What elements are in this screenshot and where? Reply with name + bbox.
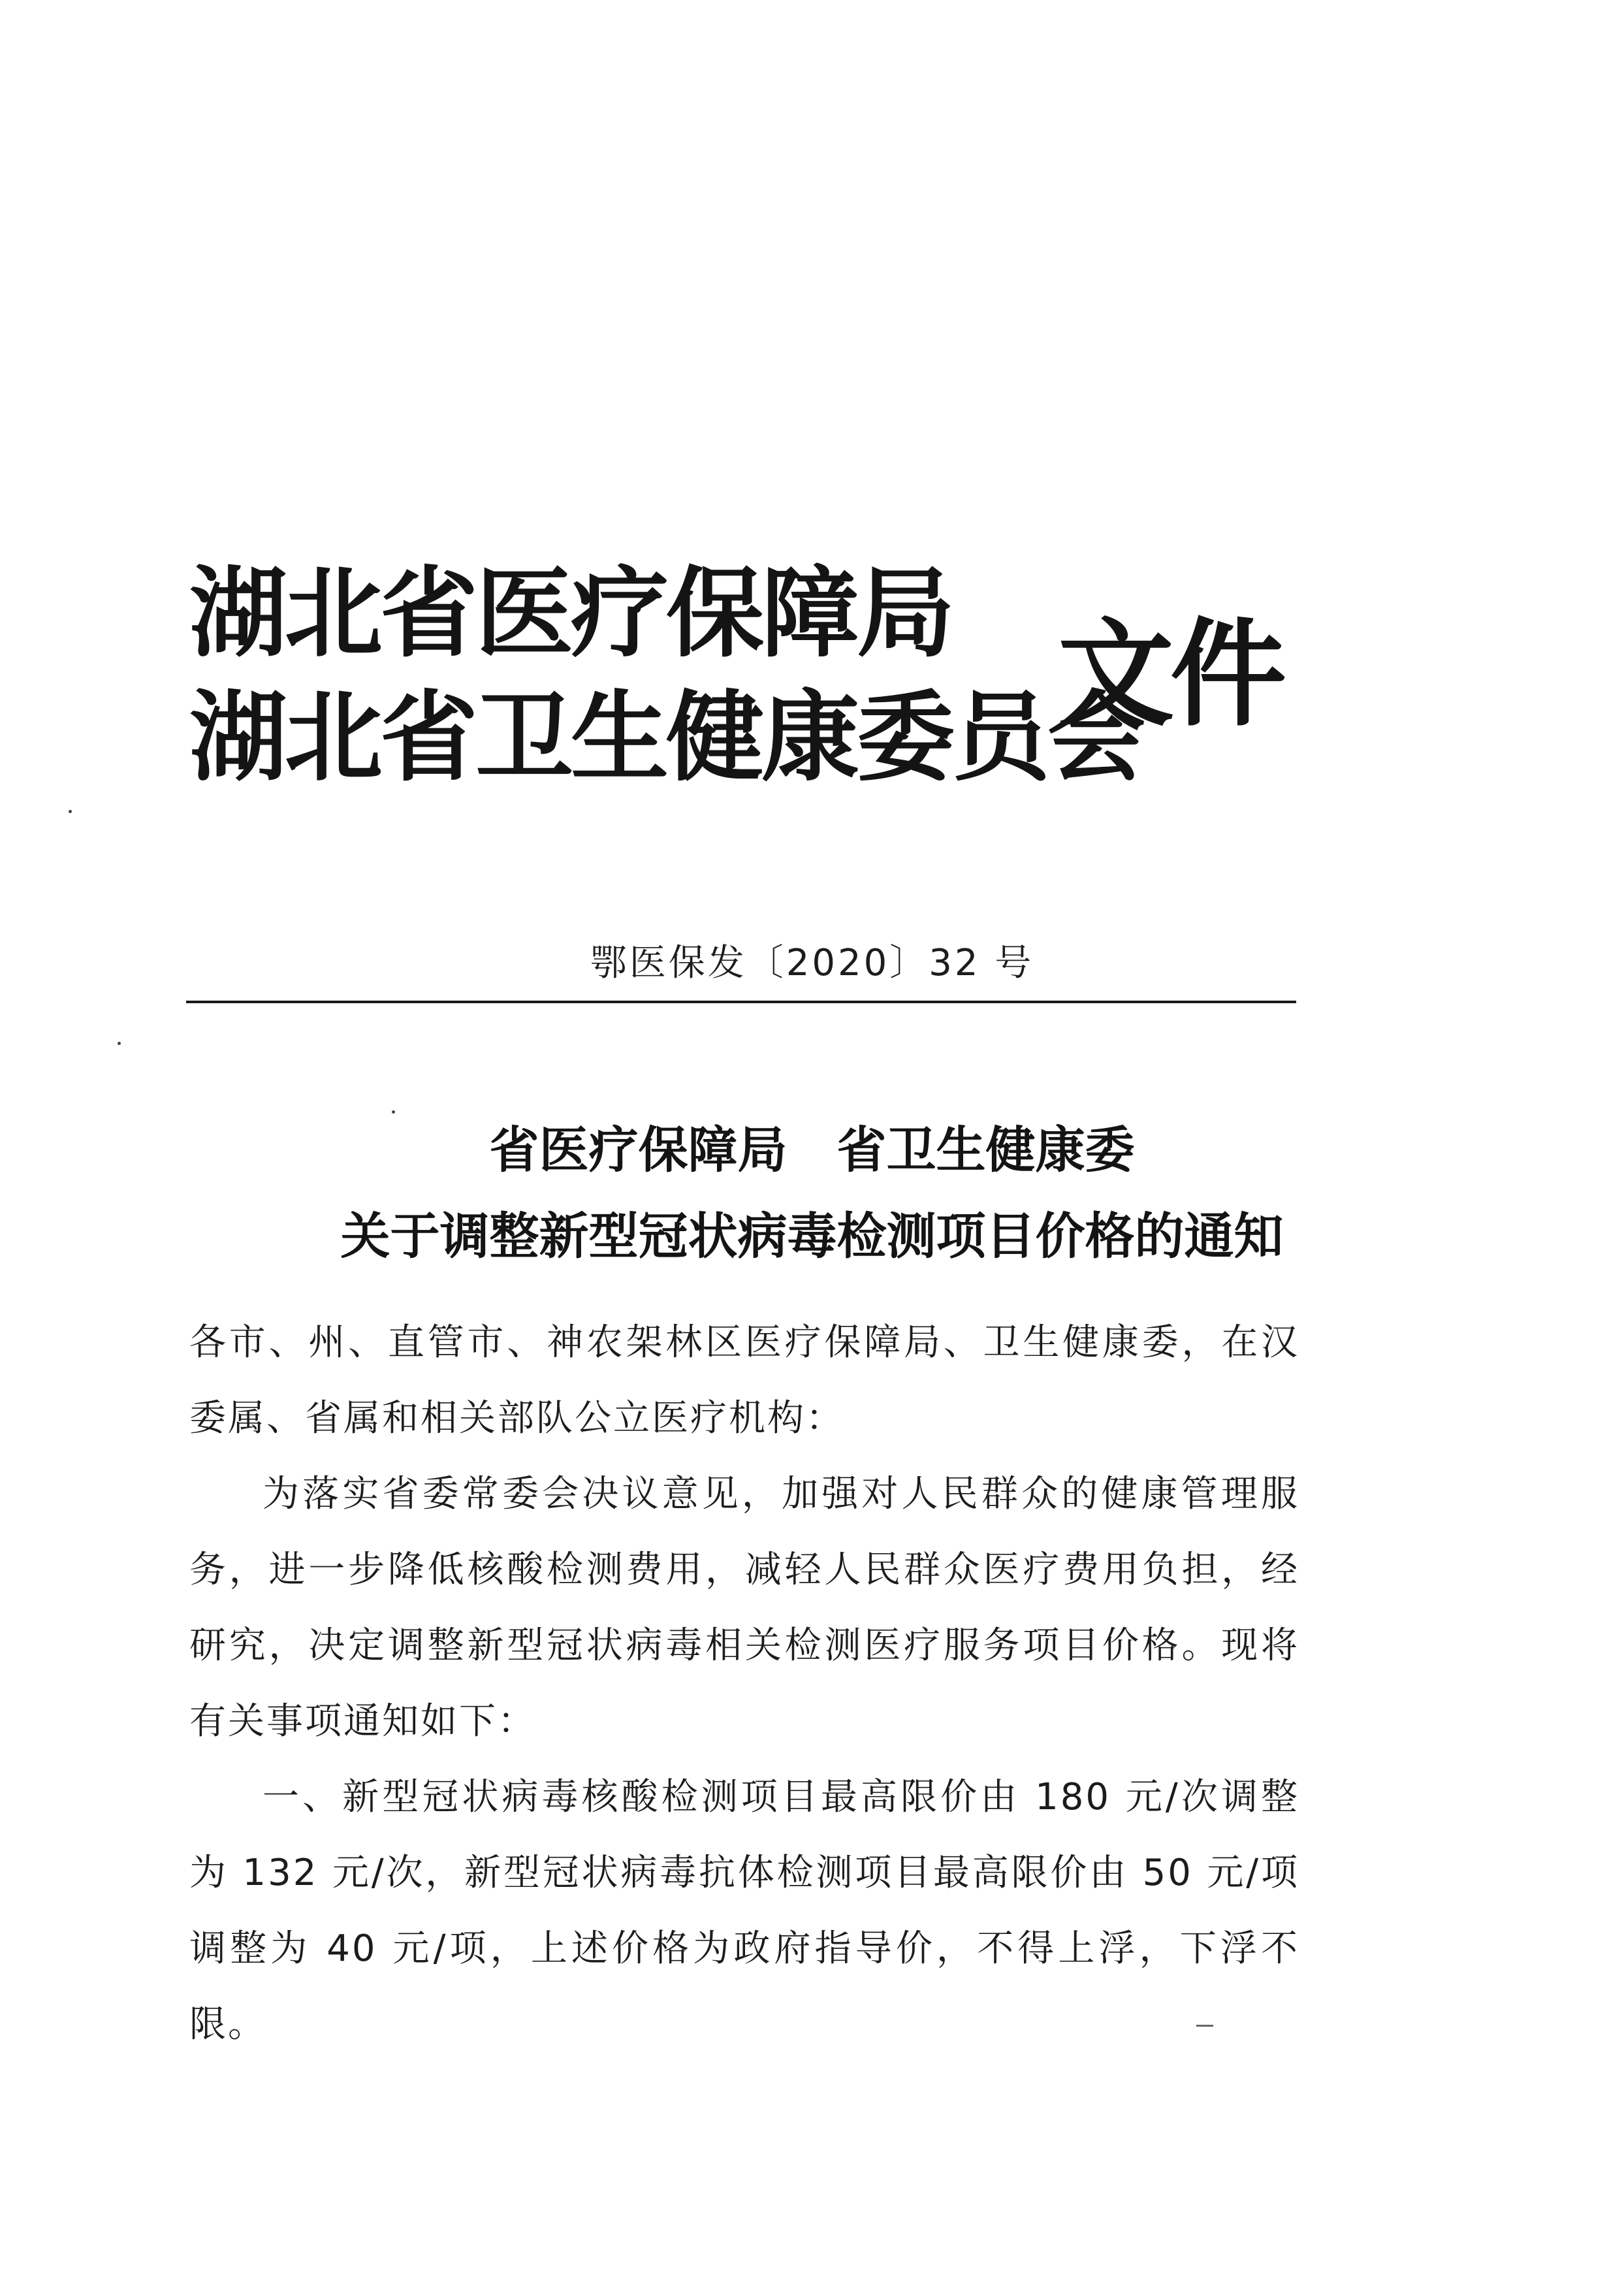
body-paragraph-2: 一、新型冠状病毒核酸检测项目最高限价由 180 元/次调整为 132 元/次，新型冠状病毒抗体检测项目最高限价由 50 元/项调整为 40 元/项，上述价格为政府指导价，不得上浮，下浮不限。 [189, 1776, 1299, 2046]
notice-title [0, 1107, 1624, 1280]
scan-speck [392, 1110, 395, 1114]
document-number: 鄂医保发〔2020〕32 号 [590, 942, 1034, 984]
body-paragraph-1: 为落实省委常委会决议意见，加强对人民群众的健康管理服务，进一步降低核酸检测费用，减轻人民群众医疗费用负担，经研究，决定调整新型冠状病毒相关检测医疗服务项目价格。现将有关事项通知如下： [189, 1473, 1299, 1743]
scan-speck [69, 810, 72, 813]
notice-title-line-2: 关于调整新型冠状病毒检测项目价格的通知 [340, 1207, 1284, 1265]
scan-mark [1196, 2025, 1213, 2027]
notice-body [189, 1305, 1299, 2063]
issuing-agencies [189, 552, 1143, 800]
notice-title-line-1: 省医疗保障局 省卫生健康委 [489, 1121, 1135, 1179]
agency-name-health-commission: 湖北省卫生健康委员会 [189, 681, 1143, 795]
document-type-label: 文件 [1058, 607, 1282, 742]
header-separator-rule [186, 1001, 1296, 1003]
addressee-paragraph: 各市、州、直管市、神农架林区医疗保障局、卫生健康委，在汉委属、省属和相关部队公立医疗机构： [189, 1321, 1299, 1440]
agency-name-medical-security: 湖北省医疗保障局 [189, 557, 953, 671]
scan-speck [118, 1042, 121, 1045]
document-header [189, 552, 1313, 813]
